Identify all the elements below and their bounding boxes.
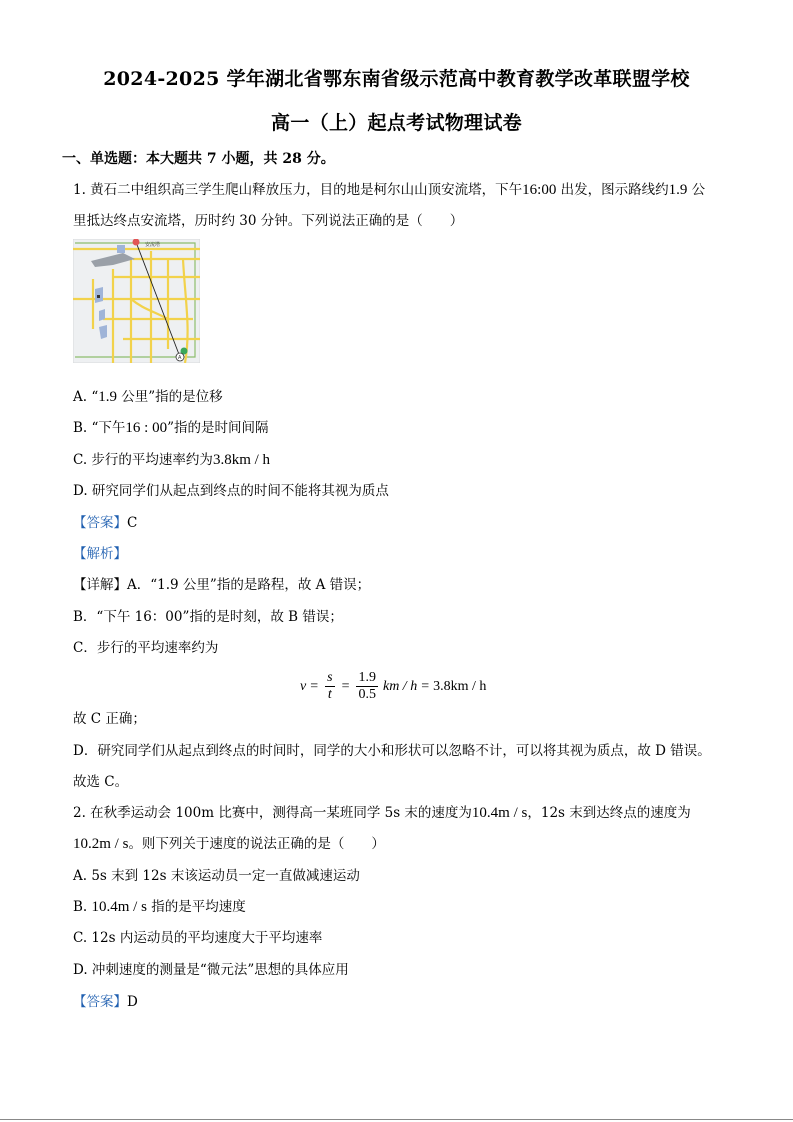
answer-value: D [127, 994, 138, 1010]
q2-option-b: B. 10.4m / s 指的是平均速度 [73, 899, 246, 915]
answer-tag: 【答案】 [73, 994, 127, 1010]
q1-detail-c: C．步行的平均速率约为 [73, 640, 219, 656]
q2-option-b-math: 10.4m / s [91, 899, 147, 915]
q1-stem-line1 [73, 181, 705, 199]
q1-dist: 1.9 [668, 182, 688, 198]
answer-tag: 【答案】 [73, 515, 127, 531]
q1-detail-d: D．研究同学们从起点到终点的时间时，同学的大小和形状可以忽略不计，可以将其视为质点，故 D 错误。 [73, 743, 711, 759]
fraction-s-over-t: $\frac{s}{t}$ [327, 670, 333, 702]
q2-option-c: C. 12s 内运动员的平均速度大于平均速率 [73, 930, 323, 946]
q1-option-d: D. 研究同学们从起点到终点的时间不能将其视为质点 [73, 483, 389, 499]
q1-stem-c: 公 [687, 182, 706, 198]
q1-stem-a: 1. 黄石二中组织高三学生爬山释放压力，目的地是柯尔山山顶安流塔，下午 [73, 182, 523, 198]
q1-detail-b: B．“下午 16：00”指的是时刻，故 B 错误； [73, 609, 343, 625]
q2-answer [73, 993, 138, 1011]
doc-title-line1: 2024-2025 学年湖北省鄂东南省级示范高中教育教学改革联盟学校 [103, 68, 690, 90]
velocity-formula: v = $\frac{s}{t}$ = $\frac{1.9}{0.5}$ km / h = 3.8km / h [300, 670, 487, 702]
route-map-image [73, 239, 200, 363]
fraction-values: $\frac{1.9}{0.5}$ [358, 670, 376, 702]
q1-option-c-math: 3.8km / h [212, 452, 271, 468]
q2-option-d: D. 冲刺速度的测量是“微元法”思想的具体应用 [73, 962, 349, 978]
q2-v2: 10.2m / s [73, 836, 129, 852]
q1-option-b: B. “下午16 : 00”指的是时间间隔 [73, 420, 269, 436]
q1-option-a-math: 1.9 [98, 389, 117, 405]
q2-v1: 10.4m / s [471, 805, 528, 821]
doc-title-line2: 高一（上）起点考试物理试卷 [271, 112, 522, 134]
map-label-anliuta: 安流塔 [145, 242, 161, 248]
q2-stem-line1: 2. 在秋季运动会 100m 比赛中，测得高一某班同学 5s 末的速度为10.4m / s，12s 末到达终点的速度为 [73, 805, 691, 821]
q1-option-b-math: 16 : 00 [125, 420, 168, 436]
q1-stem-line2: 里抵达终点安流塔，历时约 30 分钟。下列说法正确的是（ ） [73, 213, 464, 229]
q1-detail-a: 【详解】A．“1.9 公里”指的是路程，故 A 错误； [73, 577, 371, 593]
svg-text:A: A [178, 355, 182, 361]
q2-stem-line2: 10.2m / s。则下列关于速度的说法正确的是（ ） [73, 836, 385, 852]
q1-option-c: C. 步行的平均速率约为3.8km / h [73, 452, 271, 468]
q1-analysis-tag: 【解析】 [73, 546, 127, 562]
q1-detail-c-conclusion: 故 C 正确； [73, 711, 146, 727]
q2-option-a: A. 5s 末到 12s 末该运动员一定一直做减速运动 [73, 868, 360, 884]
q1-answer [73, 514, 137, 532]
q1-option-a: A. “1.9 公里”指的是位移 [73, 389, 223, 405]
answer-value: C [127, 515, 138, 531]
q1-time: 16:00 [522, 182, 557, 198]
q1-choose: 故选 C。 [73, 774, 129, 790]
page-bottom-rule [0, 1119, 793, 1120]
q1-stem-b: 出发，图示路线约 [556, 182, 669, 198]
section-heading: 一、单选题：本大题共 7 小题，共 28 分。 [62, 151, 335, 167]
